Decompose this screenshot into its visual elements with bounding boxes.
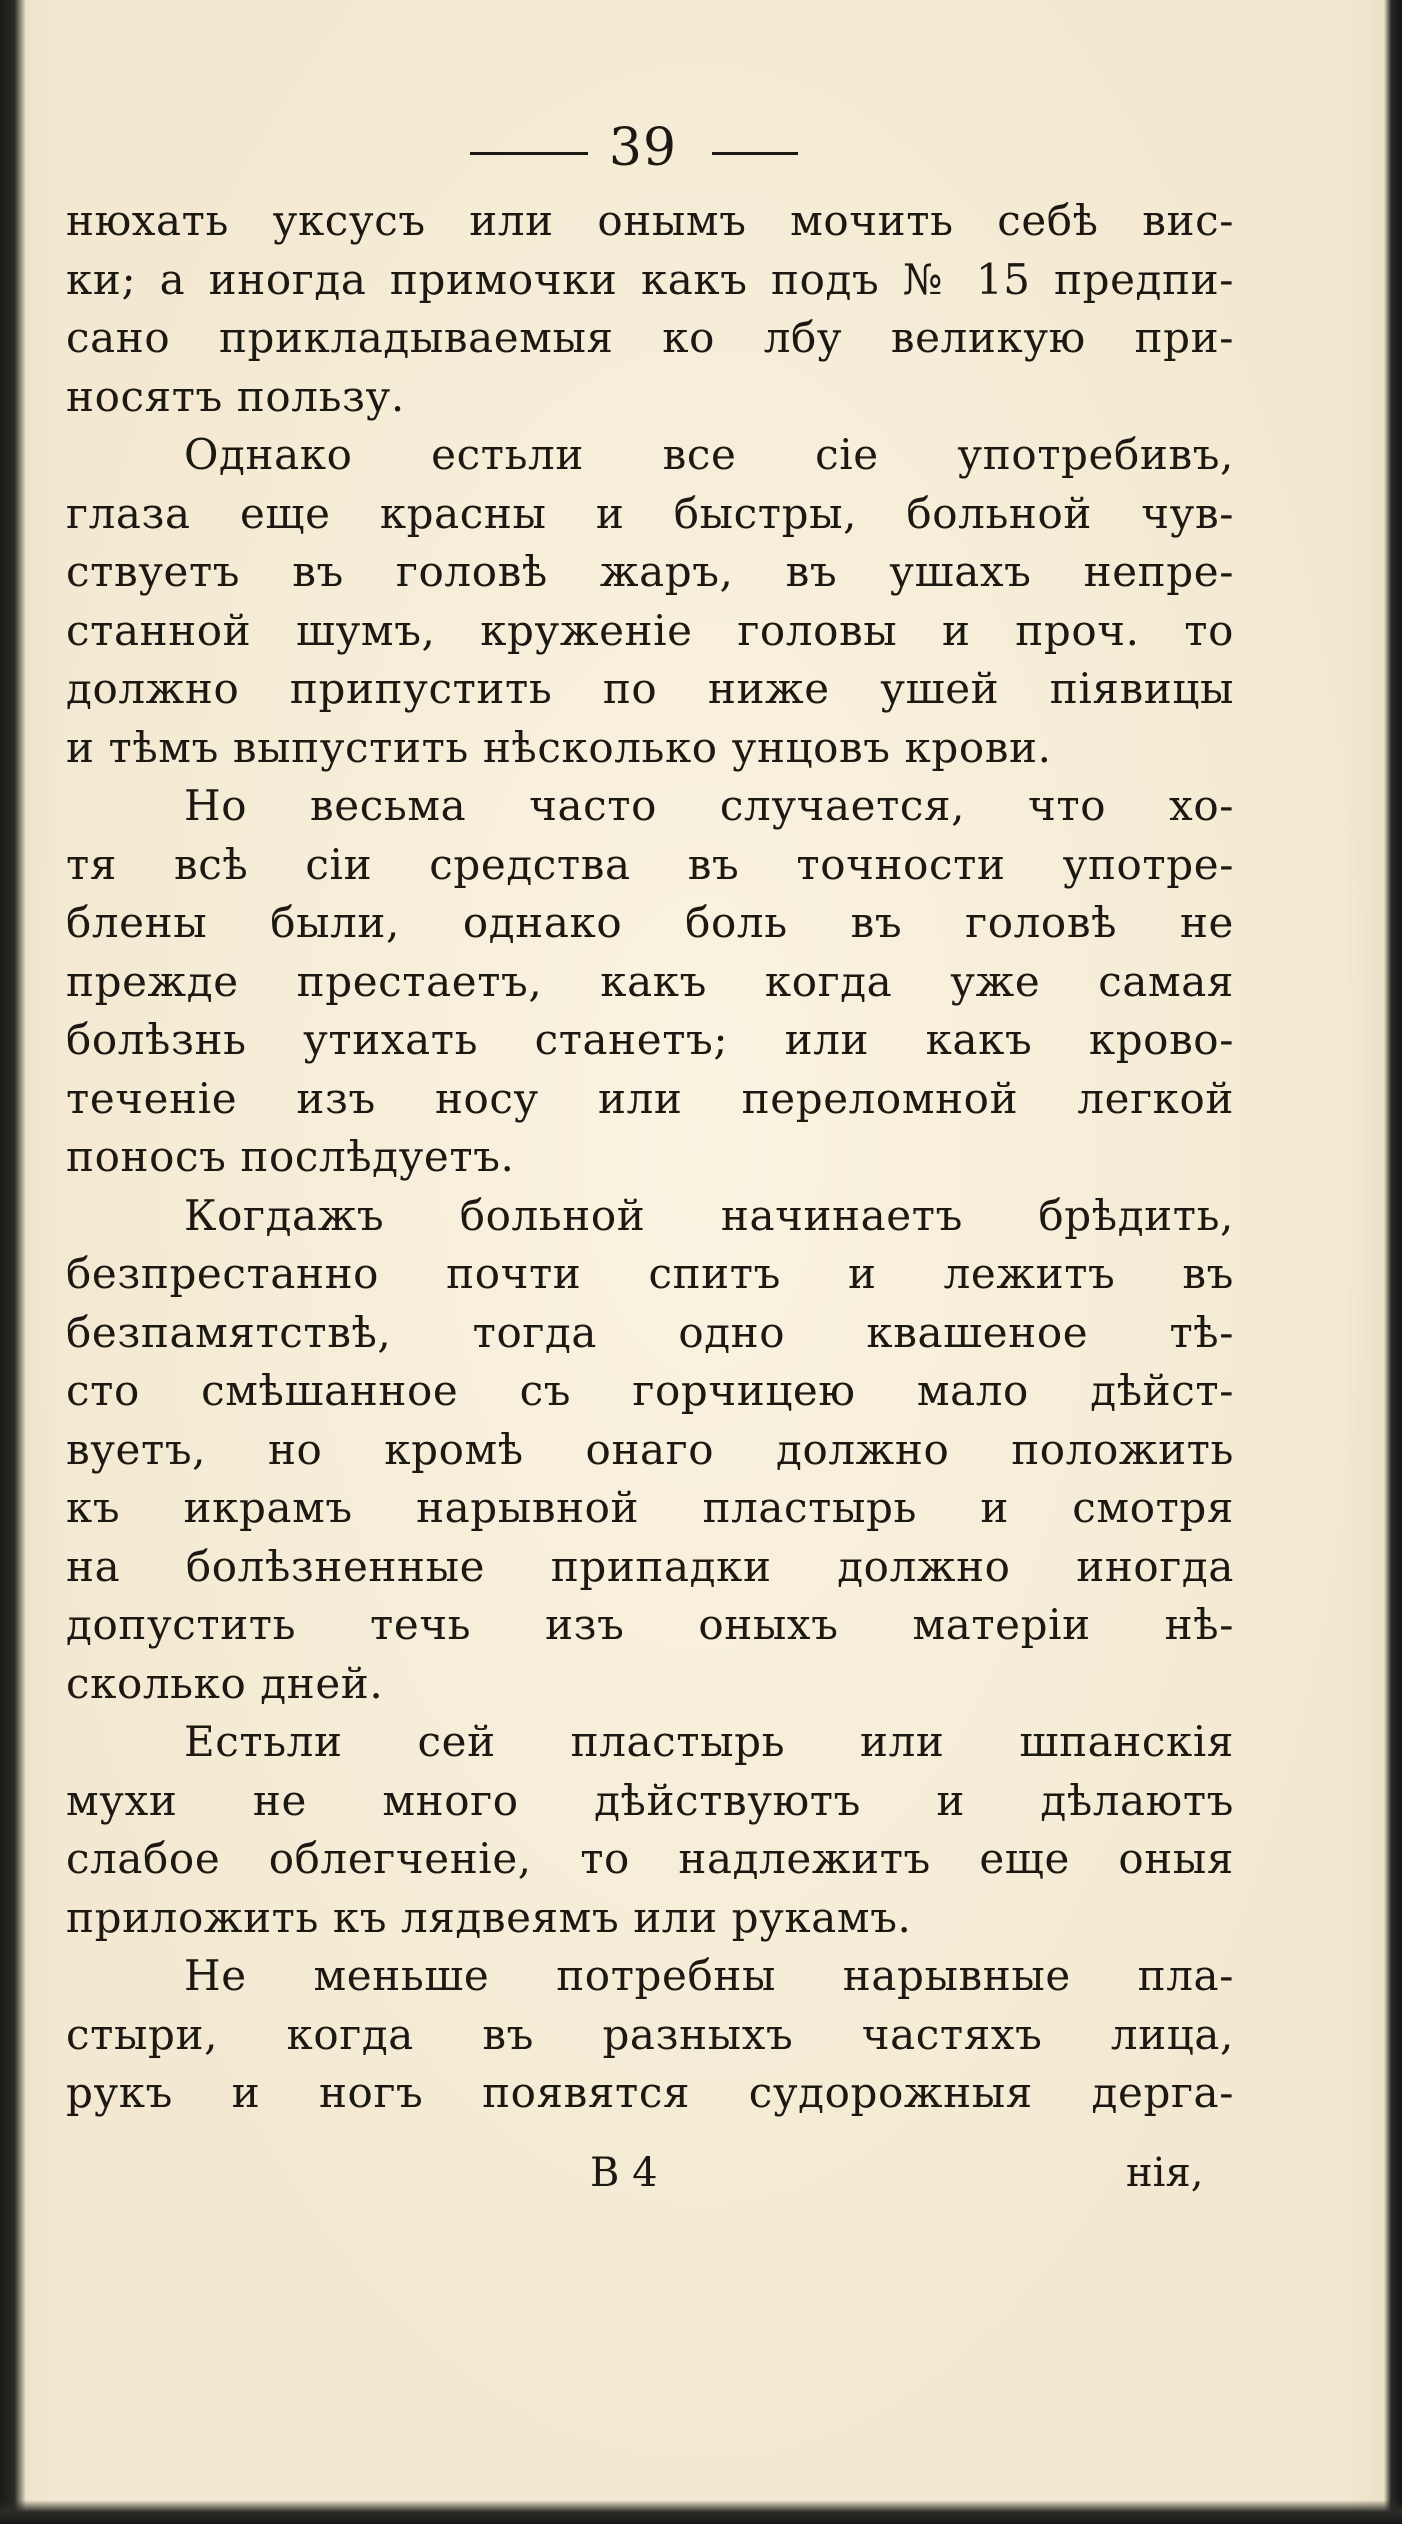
text-line: Не меньше потребны нарывные пла- xyxy=(184,1951,1234,2000)
text-line: ки; а иногда примочки какъ подъ № 15 предпи- xyxy=(66,254,1234,304)
page-header xyxy=(0,118,1402,178)
scan-edge-left xyxy=(0,0,26,2524)
text-line: Естьли сей пластырь или шпанскія xyxy=(184,1717,1234,1766)
text-line: блены были, однако боль въ головѣ не xyxy=(66,898,1234,947)
text-line: и тѣмъ выпустить нѣсколько унцовъ крови. xyxy=(66,722,1052,772)
text-line: слабое облегченіе, то надлежитъ еще оныя xyxy=(66,1834,1234,1883)
paragraph-5 xyxy=(66,1713,1234,1947)
text-line: сано прикладываемыя ко лбу великую при- xyxy=(66,313,1234,362)
text-line: должно припустить по ниже ушей піявицы xyxy=(66,664,1234,713)
text-line: къ икрамъ нарывной пластырь и смотря xyxy=(66,1483,1234,1532)
paragraph-1 xyxy=(66,192,1234,426)
body-text xyxy=(66,192,1234,2123)
text-line: носятъ пользу. xyxy=(66,371,405,421)
paragraph-2 xyxy=(66,426,1234,777)
text-line: допустить течь изъ оныхъ матеріи нѣ- xyxy=(66,1600,1234,1649)
text-line: вуетъ, но кромѣ онаго должно положить xyxy=(66,1424,1234,1474)
text-line: тя всѣ сіи средства въ точности употре- xyxy=(66,839,1234,889)
paragraph-3 xyxy=(66,777,1234,1187)
scan-edge-right xyxy=(1384,0,1402,2524)
text-line: болѣзнь утихать станетъ; или какъ крово- xyxy=(66,1015,1234,1064)
page-number: 39 xyxy=(608,118,678,178)
header-rule-left xyxy=(470,152,588,155)
signature-mark: В 4 xyxy=(590,2150,658,2196)
text-line: Когдажъ больной начинаетъ брѣдить, xyxy=(184,1190,1234,1240)
text-line: сто смѣшанное съ горчицею мало дѣйст- xyxy=(66,1366,1234,1415)
text-line: безпамятствѣ, тогда одно квашеное тѣ- xyxy=(66,1307,1234,1357)
text-line: мухи не много дѣйствуютъ и дѣлаютъ xyxy=(66,1775,1234,1825)
text-line: безпрестанно почти спитъ и лежитъ въ xyxy=(66,1249,1234,1298)
text-line: Но весьма часто случается, что хо- xyxy=(184,781,1234,830)
text-line: станной шумъ, круженіе головы и проч. то xyxy=(66,605,1234,655)
catchword: нія, xyxy=(1126,2150,1204,2196)
text-line: сколько дней. xyxy=(66,1658,384,1708)
scan-edge-bottom xyxy=(0,2500,1402,2524)
paragraph-4 xyxy=(66,1187,1234,1714)
paragraph-6 xyxy=(66,1947,1234,2123)
text-line: ствуетъ въ головѣ жаръ, въ ушахъ непре- xyxy=(66,547,1234,596)
text-line: Однако естьли все сіе употребивъ, xyxy=(184,430,1234,479)
text-line: поносъ послѣдуетъ. xyxy=(66,1132,515,1181)
text-line: прежде престаетъ, какъ когда уже самая xyxy=(66,956,1234,1006)
text-line: теченіе изъ носу или переломной легкой xyxy=(66,1073,1234,1123)
text-line: рукъ и ногъ появятся судорожныя дерга- xyxy=(66,2068,1234,2117)
text-line: стыри, когда въ разныхъ частяхъ лица, xyxy=(66,2009,1234,2059)
text-line: приложить къ лядвеямъ или рукамъ. xyxy=(66,1892,912,1942)
text-line: на болѣзненные припадки должно иногда xyxy=(66,1541,1234,1591)
text-line: нюхать уксусъ или онымъ мочить себѣ вис- xyxy=(66,196,1234,245)
header-rule-right xyxy=(712,152,798,155)
text-line: глаза еще красны и быстры, больной чув- xyxy=(66,488,1234,538)
